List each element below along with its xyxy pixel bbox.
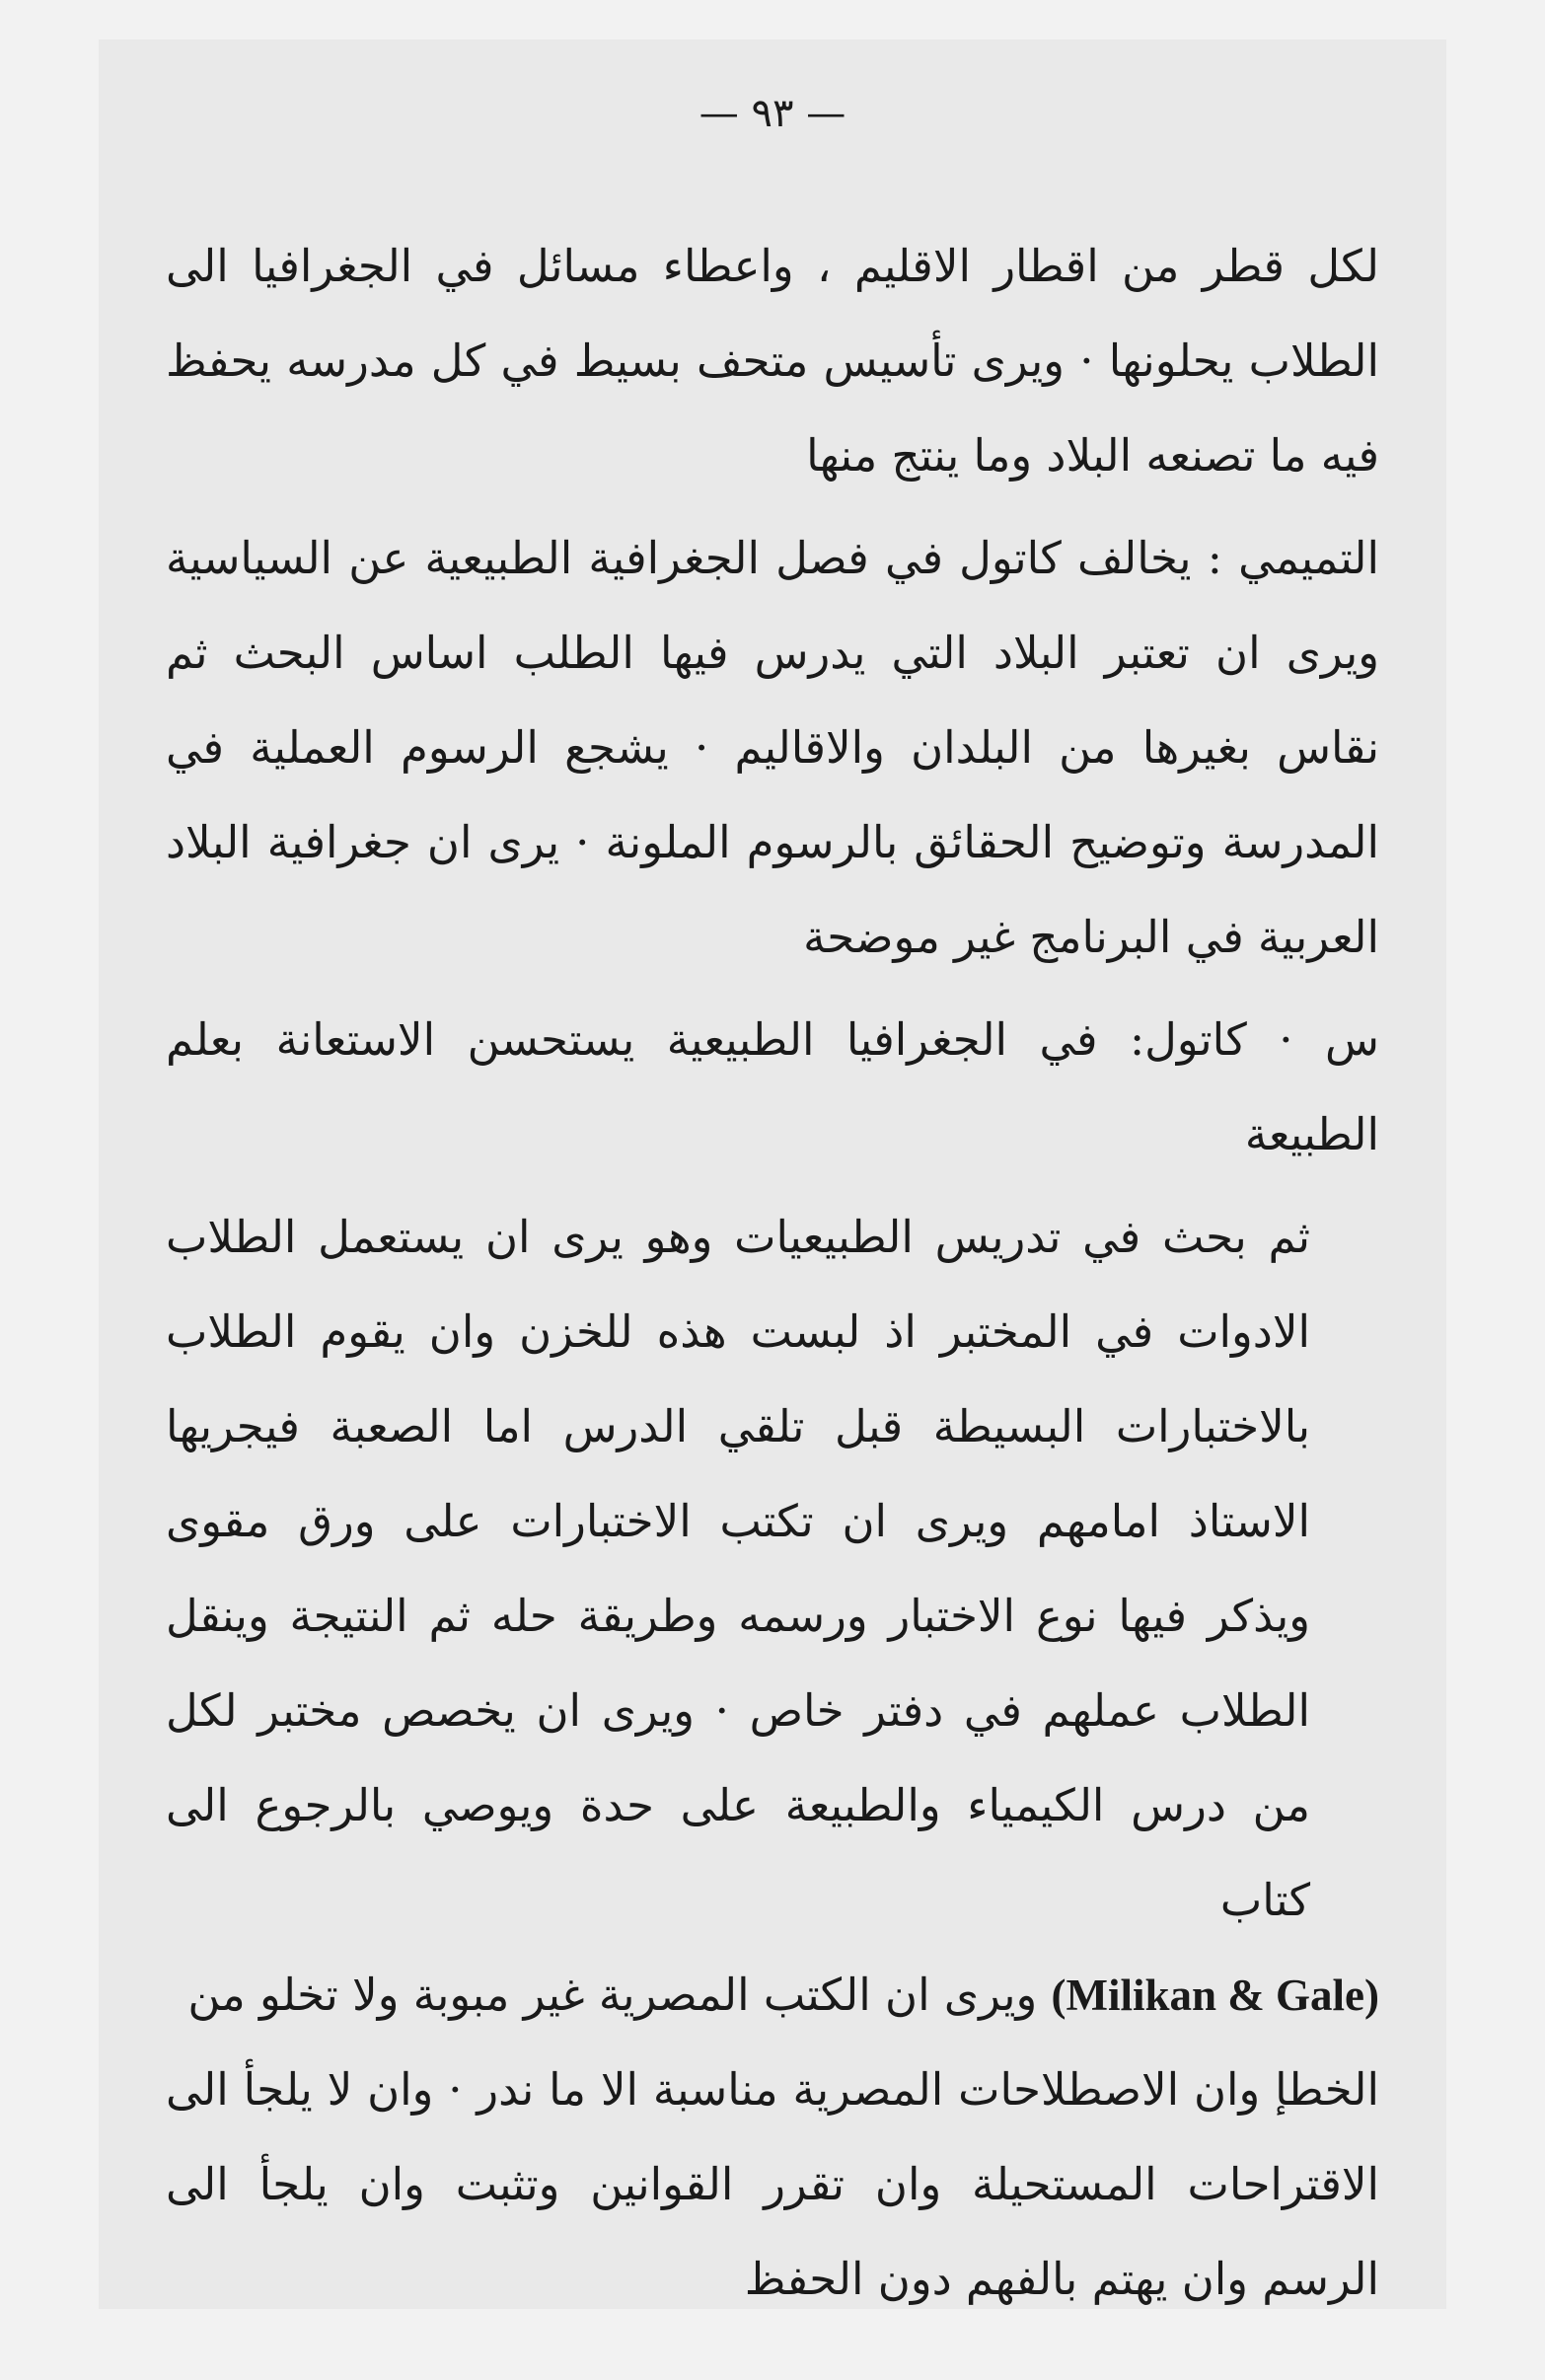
paragraph-5: [166, 1948, 1379, 2043]
english-reference: (Milikan & Gale): [1051, 1971, 1379, 2020]
paragraph-3: س · كاتول: في الجغرافيا الطبيعية يستحسن الاستعانة بعلم الطبيعة: [166, 1013, 1379, 1160]
paragraph-4: ثم بحث في تدريس الطبيعيات وهو يرى ان يستعمل الطلاب الادوات في المختبر اذ لبست هذه للخزن وان يقوم الطلاب بالاختبارات البسيطة قبل تلقي الدرس اما الصعبة فيجريها الاستاذ امامهم ويرى ان تكتب الاختبارات على ورق مقوى ويذكر فيها نوع الاختبار ورسمه وطريقة حله ثم النتيجة وينقل الطلاب عملهم في دفتر خاص · ويرى ان يخصص مختبر لكل من درس الكيمياء والطبيعة على حدة ويوصي بالرجوع الى كتاب: [166, 1211, 1310, 1926]
page-body: [166, 219, 1379, 2327]
paragraph-6: الخطإ وان الاصطلاحات المصرية مناسبة الا ما ندر · وان لا يلجأ الى الاقتراحات المستحيلة وان تقرر القوانين وتثبت وان يلجأ الى الرسم وان يهتم بالفهم دون الحفظ: [166, 2063, 1379, 2305]
paragraph-2: التميمي : يخالف كاتول في فصل الجغرافية الطبيعية عن السياسية ويرى ان تعتبر البلاد التي يدرس فيها الطلب اساس البحث ثم نقاس بغيرها من البلدان والاقاليم · يشجع الرسوم العملية في المدرسة وتوضيح الحقائق بالرسوم الملونة · يرى ان جغرافية البلاد العربية في البرنامج غير موضحة: [166, 532, 1379, 963]
paragraph-1: لكل قطر من اقطار الاقليم ، واعطاء مسائل في الجغرافيا الى الطلاب يحلونها · ويرى تأسيس متحف بسيط في كل مدرسه يحفظ فيه ما تصنعه البلاد وما ينتج منها: [166, 240, 1379, 482]
paragraph-5-arabic: ويرى ان الكتب المصرية غير مبوبة ولا تخلو من: [187, 1969, 1038, 2021]
page-number: — ٩٣ —: [699, 91, 846, 136]
